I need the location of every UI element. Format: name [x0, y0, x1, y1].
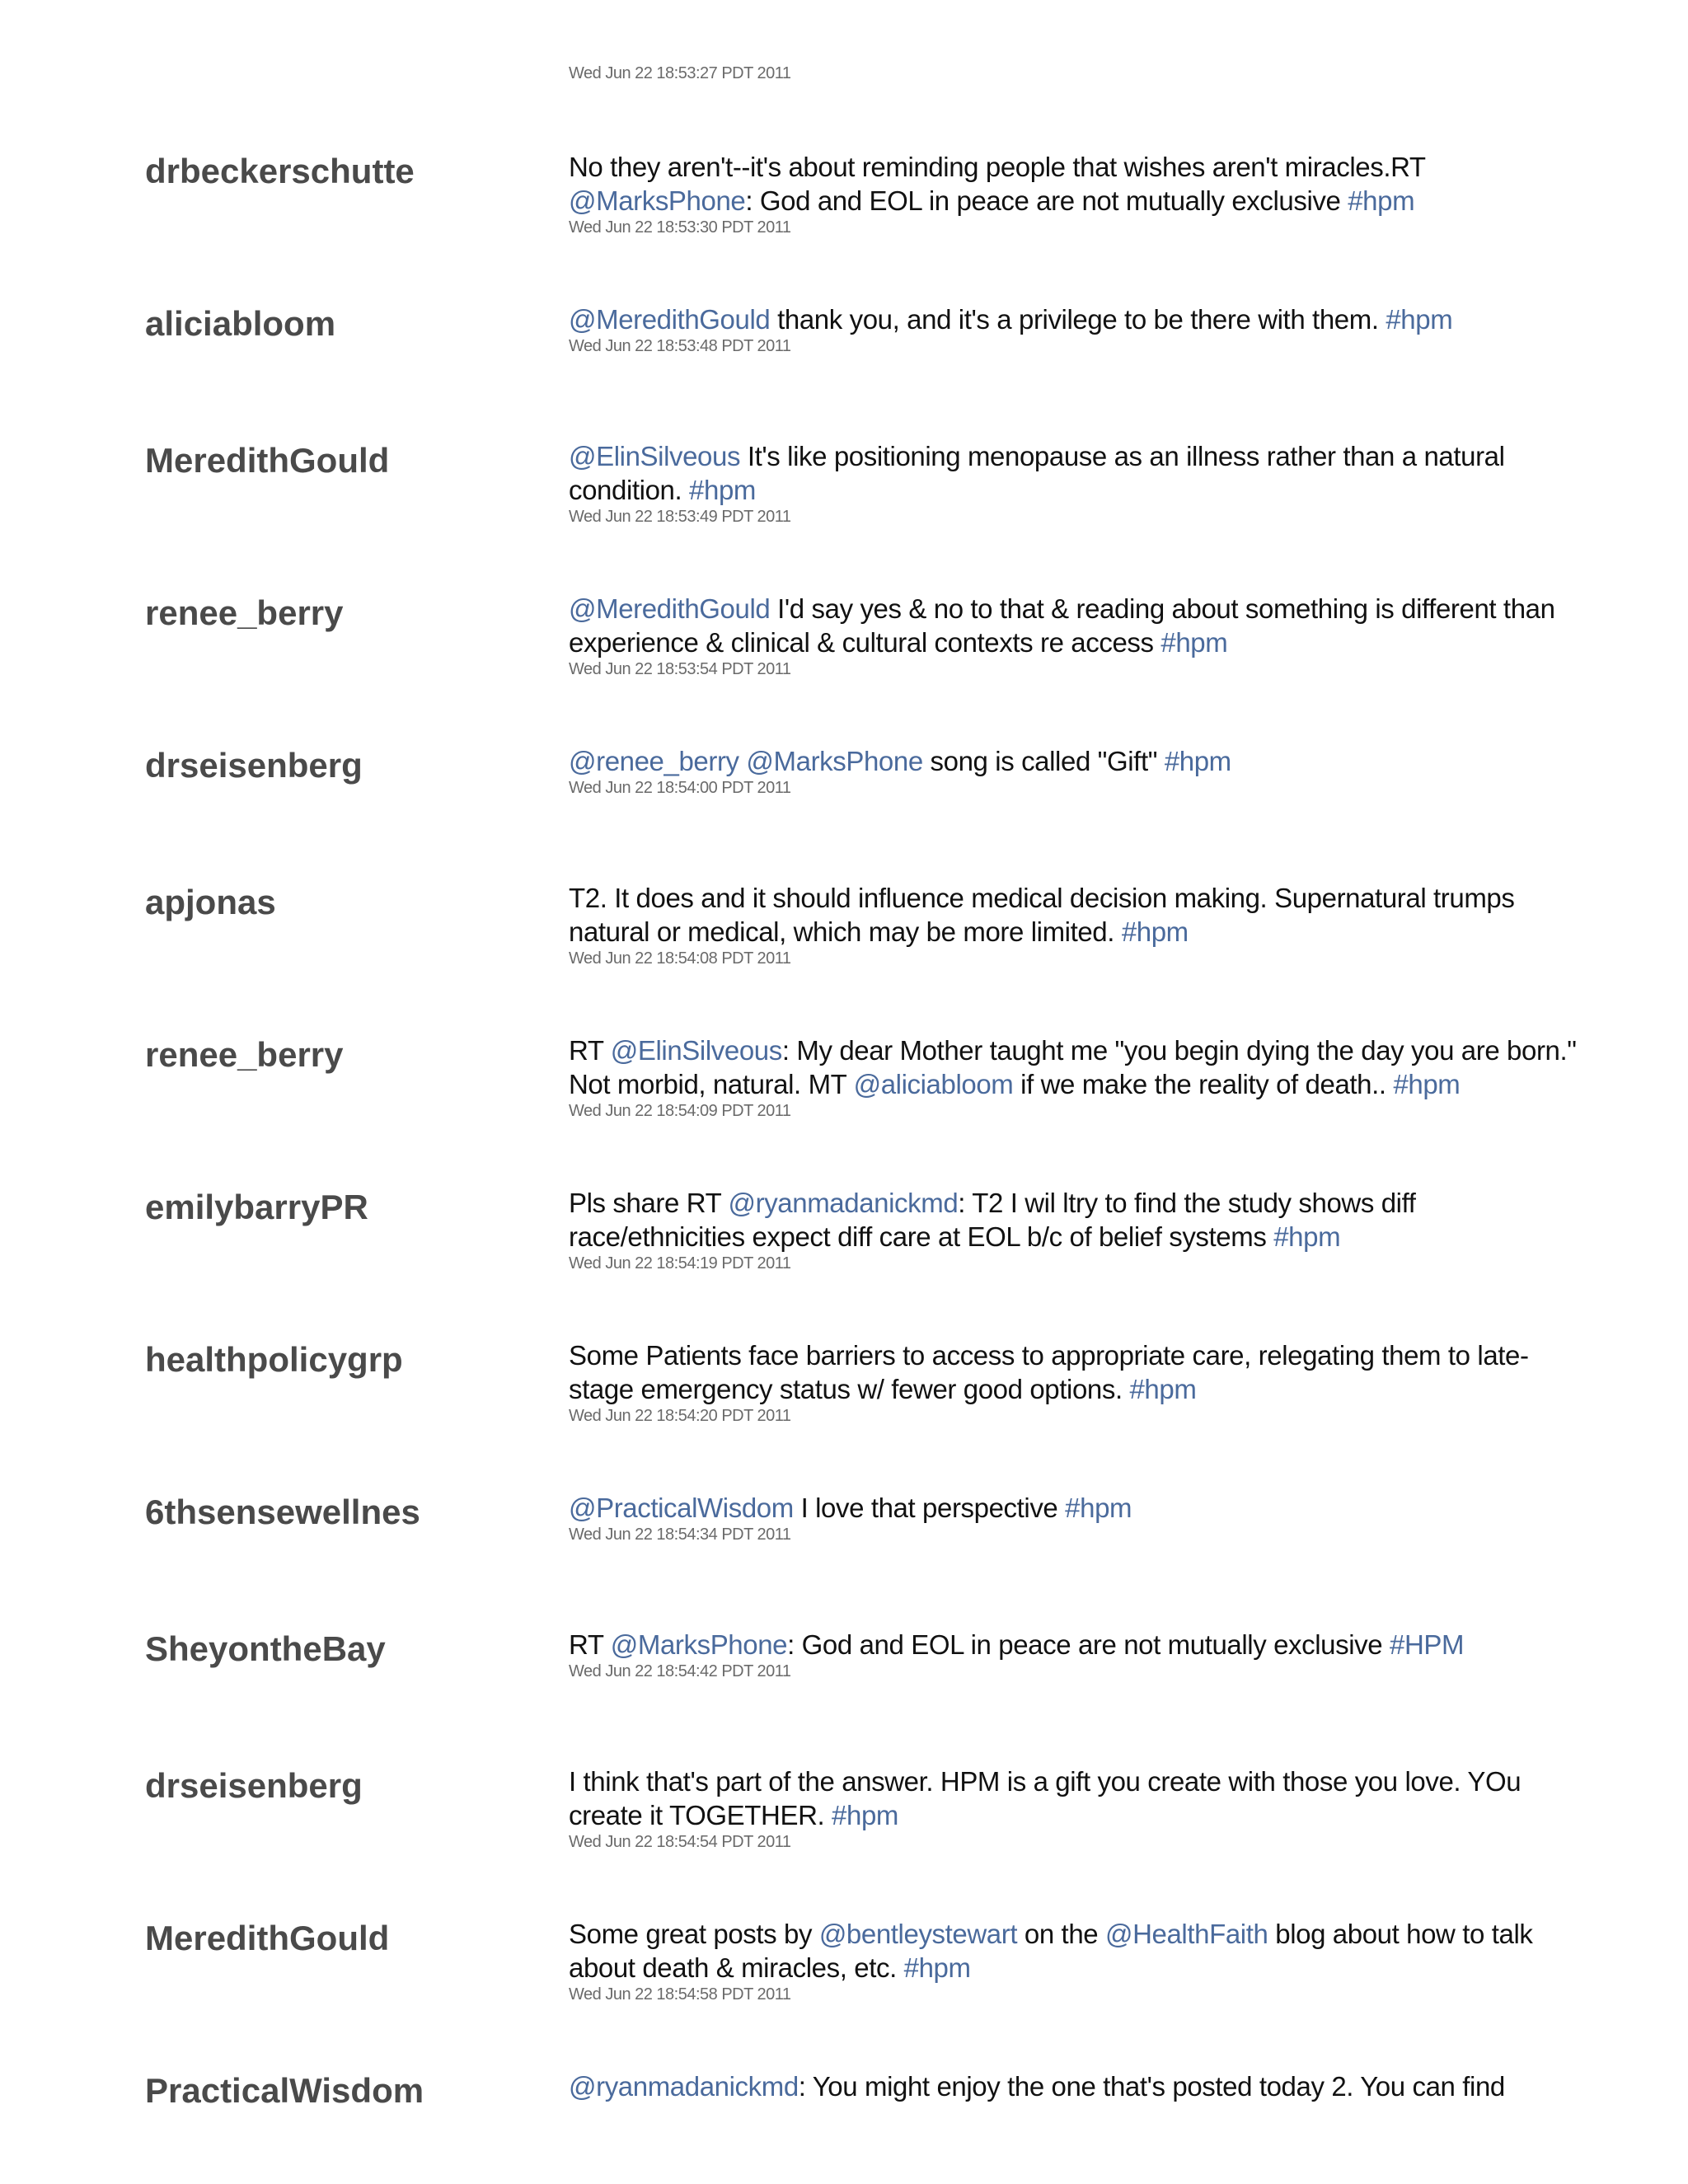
tweet-text-segment: RT: [569, 1629, 611, 1660]
tweet-text: [569, 744, 1582, 778]
tweet-timestamp: Wed Jun 22 18:54:19 PDT 2011: [569, 1254, 791, 1272]
tweet-text-segment: RT: [569, 1035, 611, 1066]
tweet-text-segment: song is called "Gift": [922, 746, 1165, 776]
tweet-username: 6thsensewellnes: [145, 1493, 420, 1531]
tweet-timestamp: Wed Jun 22 18:54:58 PDT 2011: [569, 1985, 791, 2004]
hashtag-link[interactable]: #hpm: [1129, 1374, 1197, 1404]
tweet-text-segment: : God and EOL in peace are not mutually exclusive: [745, 185, 1348, 216]
tweet-username: PracticalWisdom: [145, 2071, 424, 2110]
mention-link[interactable]: @MarksPhone: [746, 746, 923, 776]
tweet-text: [569, 2069, 1582, 2103]
tweet-username: drseisenberg: [145, 1766, 363, 1805]
hashtag-link[interactable]: #hpm: [1348, 185, 1415, 216]
mention-link[interactable]: @PracticalWisdom: [569, 1493, 794, 1523]
mention-link[interactable]: @MarksPhone: [610, 1629, 788, 1660]
tweet-text-segment: Pls share RT: [569, 1188, 729, 1218]
hashtag-link[interactable]: #hpm: [1386, 304, 1453, 335]
tweet-text: [569, 1033, 1582, 1101]
hashtag-link[interactable]: #hpm: [832, 1800, 898, 1830]
mention-link[interactable]: @MarksPhone: [569, 185, 746, 216]
tweet-username: MeredithGould: [145, 1919, 390, 1957]
tweet-text: [569, 439, 1582, 507]
tweet-text: [569, 881, 1582, 949]
tweet-timestamp: Wed Jun 22 18:54:42 PDT 2011: [569, 1662, 791, 1680]
tweet-timestamp: Wed Jun 22 18:54:20 PDT 2011: [569, 1407, 791, 1425]
hashtag-link[interactable]: #hpm: [1065, 1493, 1132, 1523]
tweet-username: drbeckerschutte: [145, 152, 415, 190]
tweet-username: aliciabloom: [145, 304, 336, 343]
tweet-text-segment: : My dear Mother taught me "you begin dying the day you are born." Not morbid, natural. MT: [569, 1035, 1584, 1099]
tweet-text-segment: : T2 I wil ltry to find the study shows diff race/ethnicities expect diff care at EOL b/c of belief systems: [569, 1188, 1423, 1252]
tweet-text-segment: : God and EOL in peace are not mutually exclusive: [787, 1629, 1390, 1660]
mention-link[interactable]: @ryanmadanickmd: [569, 2071, 799, 2102]
tweet-timestamp: Wed Jun 22 18:53:30 PDT 2011: [569, 218, 791, 237]
mention-link[interactable]: @bentleystewart: [818, 1919, 1018, 1949]
tweet-username: SheyontheBay: [145, 1629, 386, 1668]
tweet-username: healthpolicygrp: [145, 1340, 403, 1379]
tweet-text-segment: I love that perspective: [793, 1493, 1066, 1523]
tweet-timestamp: Wed Jun 22 18:53:49 PDT 2011: [569, 508, 791, 526]
tweet-text-segment: No they aren't--it's about reminding people that wishes aren't miracles.RT: [569, 152, 1432, 182]
tweet-text: [569, 592, 1582, 659]
mention-link[interactable]: @MeredithGould: [569, 304, 771, 335]
tweet-username: emilybarryPR: [145, 1188, 368, 1226]
tweet-username: apjonas: [145, 883, 276, 921]
hashtag-link[interactable]: #hpm: [1273, 1221, 1341, 1252]
mention-link[interactable]: @ryanmadanickmd: [728, 1188, 959, 1218]
hashtag-link[interactable]: #hpm: [1164, 746, 1231, 776]
tweet-text-segment: Some great posts by: [569, 1919, 819, 1949]
tweet-text: [569, 1491, 1582, 1525]
mention-link[interactable]: @HealthFaith: [1105, 1919, 1268, 1949]
tweet-timestamp: Wed Jun 22 18:53:48 PDT 2011: [569, 337, 791, 355]
tweet-timestamp: Wed Jun 22 18:54:09 PDT 2011: [569, 1102, 791, 1120]
tweet-text-segment: Some Patients face barriers to access to appropriate care, relegating them to late-stage emergency status w/ fewer good options.: [569, 1340, 1529, 1404]
mention-link[interactable]: @ElinSilveous: [610, 1035, 782, 1066]
tweet-username: drseisenberg: [145, 746, 363, 785]
tweet-text-segment: I'd say yes & no to that & reading about something is different than experience & clinical & cultural contexts re access: [569, 593, 1563, 658]
tweet-text: [569, 1765, 1582, 1832]
hashtag-link[interactable]: #hpm: [1121, 916, 1189, 947]
tweet-text-segment: on the: [1017, 1919, 1105, 1949]
tweet-timestamp: Wed Jun 22 18:53:54 PDT 2011: [569, 660, 791, 678]
mention-link[interactable]: @aliciabloom: [853, 1069, 1014, 1099]
tweet-text-segment: blog about how to talk about death & miracles, etc.: [569, 1919, 1540, 1983]
tweet-text-segment: I think that's part of the answer. HPM is a gift you create with those you love. YOu create it TOGETHER.: [569, 1766, 1528, 1830]
tweet-text: [569, 1338, 1582, 1406]
tweet-username: renee_berry: [145, 593, 344, 632]
tweet-username: MeredithGould: [145, 441, 390, 480]
tweet-timestamp: Wed Jun 22 18:54:54 PDT 2011: [569, 1833, 791, 1851]
tweet-text-segment: T2. It does and it should influence medical decision making. Supernatural trumps natural or medical, which may be more limited.: [569, 883, 1522, 947]
tweet-timestamp: Wed Jun 22 18:54:00 PDT 2011: [569, 779, 791, 797]
tweet-text: [569, 150, 1582, 218]
hashtag-link[interactable]: #hpm: [1160, 627, 1228, 658]
tweet-text: [569, 1917, 1582, 1985]
hashtag-link[interactable]: #hpm: [1393, 1069, 1461, 1099]
tweet-text-segment: : You might enjoy the one that's posted today 2. You can find: [798, 2071, 1505, 2102]
tweet-timestamp: Wed Jun 22 18:54:08 PDT 2011: [569, 949, 791, 968]
mention-link[interactable]: @renee_berry: [569, 746, 739, 776]
tweet-text-segment: It's like positioning menopause as an illness rather than a natural condition.: [569, 441, 1512, 505]
tweet-text: [569, 1186, 1582, 1254]
hashtag-link[interactable]: #hpm: [689, 475, 756, 505]
tweet-timestamp: Wed Jun 22 18:54:34 PDT 2011: [569, 1526, 791, 1544]
tweet-text: [569, 302, 1582, 336]
mention-link[interactable]: @MeredithGould: [569, 593, 771, 624]
tweet-username: renee_berry: [145, 1035, 344, 1074]
hashtag-link[interactable]: #hpm: [903, 1952, 971, 1983]
clipped-timestamp: Wed Jun 22 18:53:27 PDT 2011: [569, 64, 791, 79]
tweet-text: [569, 1628, 1582, 1661]
tweet-text-segment: thank you, and it's a privilege to be there with them.: [770, 304, 1386, 335]
hashtag-link[interactable]: #HPM: [1390, 1629, 1465, 1660]
mention-link[interactable]: @ElinSilveous: [569, 441, 741, 471]
tweet-text-segment: if we make the reality of death..: [1013, 1069, 1394, 1099]
